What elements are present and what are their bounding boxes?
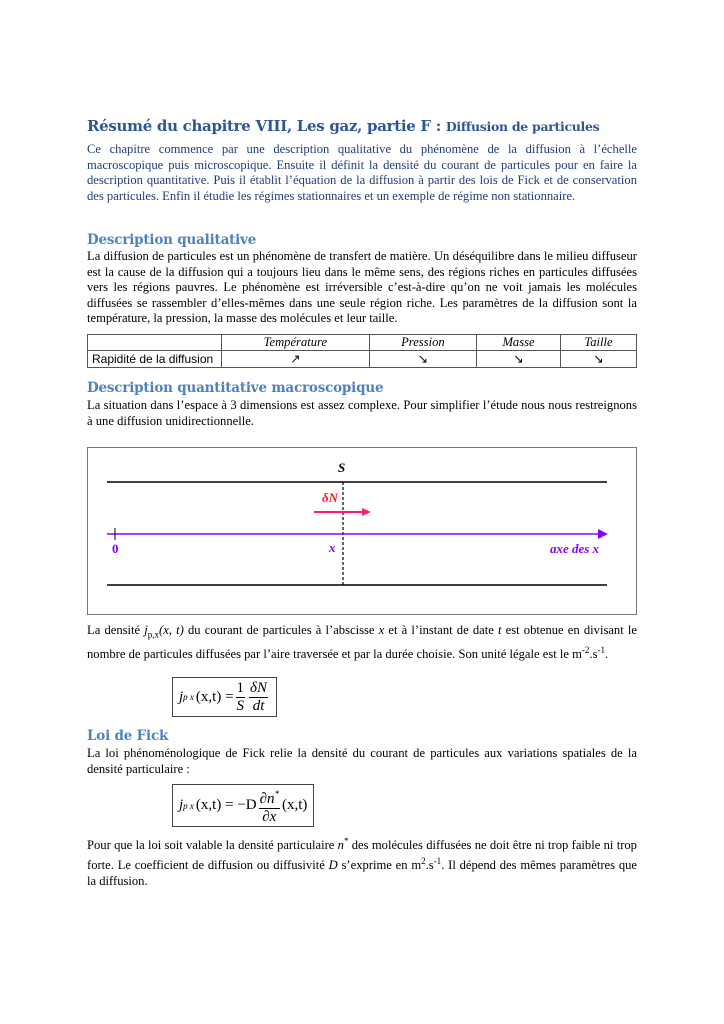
exponent: -1	[433, 855, 442, 866]
symbol-j: j	[144, 623, 148, 637]
text: s’exprime en m	[337, 857, 422, 872]
header-taille: Taille	[561, 335, 637, 351]
denominator: dt	[252, 697, 265, 714]
formula-tail: (x,t)	[282, 797, 308, 813]
exponent: -1	[597, 645, 605, 656]
fraction-dN-over-dt	[249, 680, 268, 715]
numerator-text: ∂n	[259, 790, 275, 807]
denominator: ∂x	[262, 808, 277, 825]
validity-paragraph	[87, 834, 637, 889]
numerator: 1	[236, 679, 245, 696]
parameters-table	[87, 334, 637, 368]
exponent: -2	[581, 645, 590, 656]
text: . Il dépend des mêmes paramètres que la diffusion.	[87, 857, 638, 888]
formula-fick	[172, 784, 314, 827]
subscript: p,x	[147, 629, 160, 640]
table-corner	[88, 335, 222, 351]
formula-args: (x,t) =	[195, 688, 234, 705]
fraction-1-over-S	[236, 680, 246, 715]
heading-loi-de-fick: Loi de Fick	[87, 728, 169, 744]
symbol-t: t	[497, 623, 502, 637]
text: .s	[425, 857, 434, 872]
arrow-down-icon: ↘	[477, 351, 561, 368]
args: (x, t)	[159, 623, 184, 637]
quantitative-paragraph: La situation dans l’espace à 3 dimensions est assez complexe. Pour simplifier l’étude nous nous restreignons à une diffusion unidirectionnelle.	[87, 398, 637, 428]
intro-paragraph: Ce chapitre commence par une description qualitative du phénomène de la diffusion à l’échelle macroscopique puis microscopique. Ensuite il définit la densité du courant de particules pour en faire la description quantitative. Puis il établit l’équation de la diffusion à partir des lois de Fick et de conservation des particules. Enfin il étudie les régimes stationnaires et un exemple de régime non stationnaire.	[87, 142, 637, 203]
text: des molécules diffusées ne doit être ni trop faible ni trop forte. Le coefficient de diffusion ou diffusivité	[87, 838, 637, 872]
fick-paragraph: La loi phénoménologique de Fick relie la densité du courant de particules aux variations spatiales de la densité particulaire :	[87, 746, 637, 776]
heading-description-qualitative: Description qualitative	[87, 232, 257, 248]
exponent: 2	[421, 855, 426, 866]
fraction-dn-over-dx	[259, 786, 280, 826]
denominator: S	[236, 697, 245, 714]
table-row	[88, 351, 637, 368]
symbol-x: x	[378, 623, 385, 637]
diffusion-diagram	[87, 447, 637, 615]
current-density-paragraph	[87, 623, 637, 663]
text: .	[604, 647, 609, 662]
x-axis-arrowhead	[598, 529, 608, 539]
formula-args: (x,t) = −D	[195, 797, 257, 813]
numerator-star: *	[274, 788, 280, 799]
header-masse: Masse	[477, 335, 561, 351]
diagram-drawing	[88, 448, 636, 614]
numerator	[259, 786, 280, 809]
text: du courant de particules à l’abscisse	[183, 623, 379, 637]
text: est obtenue en divisant le nombre de particules diffusées par l’aire traversée et par la durée choisie. Son unité légale est le m	[87, 623, 637, 662]
formula-j: j	[179, 688, 184, 705]
numerator: δN	[250, 679, 268, 696]
formula-j: j	[179, 797, 184, 813]
text: et à l’instant de date	[384, 623, 498, 637]
header-temperature: Température	[222, 335, 370, 351]
flux-arrowhead	[362, 508, 371, 516]
qualitative-paragraph: La diffusion de particules est un phénomène de transfert de matière. Un déséquilibre dans le milieu diffuseur est la cause de la diffusion qui a toujours lieu dans le même sens, des régions riches en particules diffusées vers les régions pauvres. Le phénomène est irréversible c’est-à-dire qu’on ne voit jamais les molécules diffusées se rassembler d’elles-mêmes dans une seule région riche. Les paramètres de la diffusion sont la température, la pression, la masse des molécules et leur taille.	[87, 249, 637, 326]
origin-label: 0	[112, 541, 119, 556]
text: La densité	[87, 623, 145, 637]
formula-sub: p x	[183, 800, 194, 811]
exponent: *	[343, 836, 349, 846]
arrow-down-icon: ↘	[369, 351, 476, 368]
symbol-n: n	[337, 838, 344, 853]
surface-label: S	[338, 460, 346, 475]
position-label: x	[329, 540, 336, 555]
title-sub: Diffusion de particules	[445, 119, 600, 134]
arrow-down-icon: ↘	[561, 351, 637, 368]
flux-label: δN	[322, 490, 339, 505]
title-main: Résumé du chapitre VIII, Les gaz, partie F :	[87, 117, 446, 135]
header-pression: Pression	[369, 335, 476, 351]
text: Pour que la loi soit valable la densité particulaire	[87, 838, 338, 853]
heading-description-quantitative: Description quantitative macroscopique	[87, 380, 384, 396]
row-label: Rapidité de la diffusion	[88, 351, 222, 368]
formula-current-density	[172, 677, 277, 717]
formula-sub: p x	[183, 692, 194, 702]
table-header-row	[88, 335, 637, 351]
axis-label: axe des x	[550, 541, 600, 556]
symbol-D: D	[328, 857, 338, 872]
page-title	[87, 117, 637, 135]
arrow-up-icon: ↗	[222, 351, 370, 368]
text: .s	[589, 647, 598, 662]
